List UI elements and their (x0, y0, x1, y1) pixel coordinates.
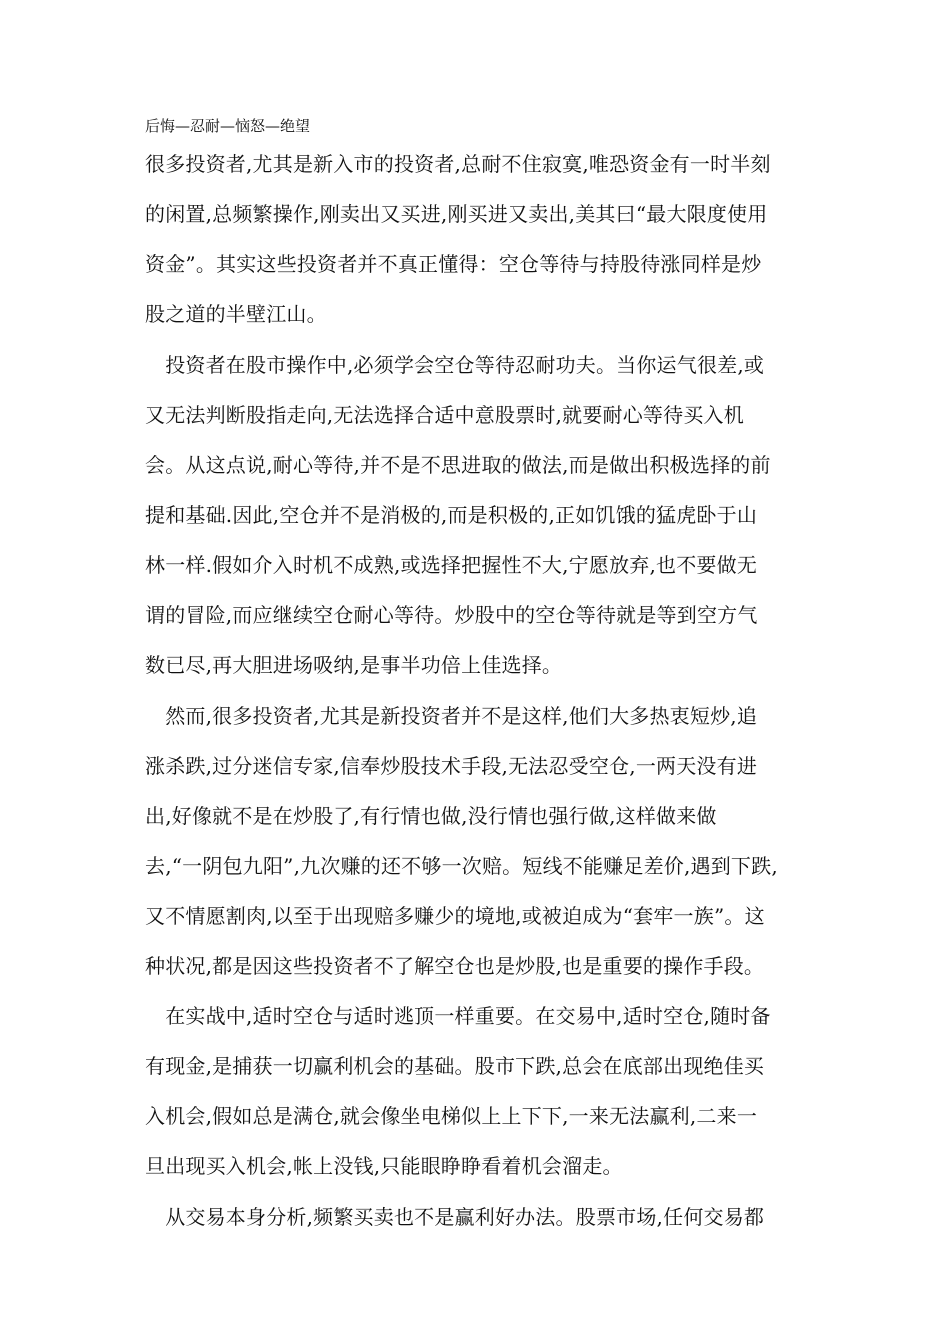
document-heading: 后悔—忍耐—恼怒—绝望 (145, 117, 311, 135)
text-line: 林一样.假如介入时机不成熟,或选择把握性不大,宁愿放弃,也不要做无 (145, 553, 758, 577)
text-line: 去,“一阴包九阳”,九次赚的还不够一次赔。短线不能赚足差价,遇到下跌, (145, 854, 778, 878)
text-line: 涨杀跌,过分迷信专家,信奉炒股技术手段,无法忍受空仓,一两天没有进 (145, 754, 758, 778)
text-line: 又无法判断股指走向,无法选择合适中意股票时,就要耐心等待买入机 (145, 403, 744, 427)
text-line: 提和基础.因此,空仓并不是消极的,而是积极的,正如饥饿的猛虎卧于山 (145, 503, 758, 527)
text-line: 会。从这点说,耐心等待,并不是不思进取的做法,而是做出积极选择的前 (145, 453, 771, 477)
text-line: 投资者在股市操作中,必须学会空仓等待忍耐功夫。当你运气很差,或 (145, 353, 765, 377)
text-line: 旦出现买入机会,帐上没钱,只能眼睁睁看着机会溜走。 (145, 1154, 623, 1178)
text-line: 种状况,都是因这些投资者不了解空仓也是炒股,也是重要的操作手段。 (145, 954, 765, 978)
text-line: 入机会,假如总是满仓,就会像坐电梯似上上下下,一来无法赢利,二来一 (145, 1104, 758, 1128)
text-line: 有现金,是捕获一切赢利机会的基础。股市下跌,总会在底部出现绝佳买 (145, 1054, 765, 1078)
text-line: 数已尽,再大胆进场吸纳,是事半功倍上佳选择。 (145, 653, 563, 677)
text-line: 的闲置,总频繁操作,刚卖出又买进,刚买进又卖出,美其曰“最大限度使用 (145, 202, 768, 226)
text-line: 出,好像就不是在炒股了,有行情也做,没行情也强行做,这样做来做 (145, 804, 717, 828)
text-line: 股之道的半壁江山。 (145, 302, 327, 326)
text-line: 资金”。其实这些投资者并不真正懂得：空仓等待与持股待涨同样是炒 (145, 252, 762, 276)
text-line: 在实战中,适时空仓与适时逃顶一样重要。在交易中,适时空仓,随时备 (145, 1004, 771, 1028)
text-line: 谓的冒险,而应继续空仓耐心等待。炒股中的空仓等待就是等到空方气 (145, 603, 758, 627)
text-line: 然而,很多投资者,尤其是新投资者并不是这样,他们大多热衷短炒,追 (145, 704, 758, 728)
text-line: 从交易本身分析,频繁买卖也不是赢利好办法。股票市场,任何交易都 (145, 1205, 765, 1229)
text-line: 很多投资者,尤其是新入市的投资者,总耐不住寂寞,唯恐资金有一时半刻 (145, 152, 771, 176)
text-line: 又不情愿割肉,以至于出现赔多赚少的境地,或被迫成为“套牢一族”。这 (145, 904, 765, 928)
